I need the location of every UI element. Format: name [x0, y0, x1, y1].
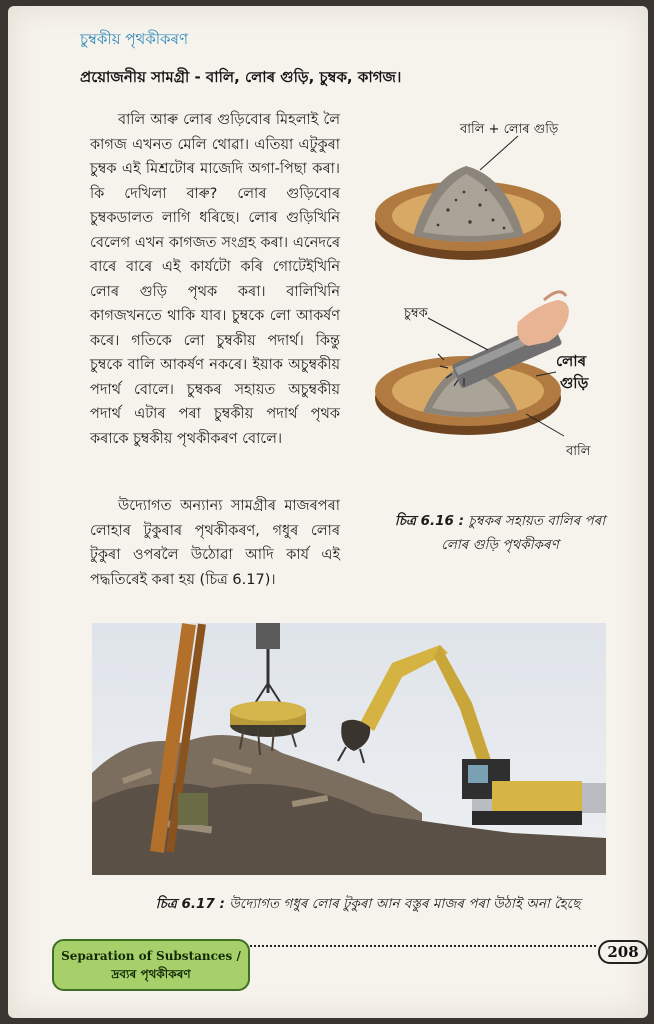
label-iron-filings-1: লোৰ: [556, 352, 587, 370]
figure-6-17-caption: [108, 892, 628, 916]
figure-6-16-caption: [386, 509, 614, 557]
label-sand: বালি: [566, 444, 591, 459]
paragraph-1: বালি আৰু লোৰ গুড়িবোৰ মিহলাই লৈ কাগজ এখনত মেলি থোৱা। এতিয়া এটুকুৰা চুম্বক এই মিশ্ৰটোৰ মাজেদি অগা-পিছা কৰা। কি দেখিলা বাৰু? লোৰ গুড়িবোৰ চুম্বকডালত লাগি ধৰিছে। লোৰ গুড়িখিনি বেলেগ এখন কাগজত সংগ্ৰহ কৰা। এনেদৰে বাৰে বাৰে এই কাৰ্যটো কৰি গোটেইখিনি লোৰ গুড়ি পৃথক কৰা। বালিখিনি কাগজখনতে থাকি যাব। চুম্বকে লো আকৰ্ষণ কৰে। গতিকে লো চুম্বকীয় পদাৰ্থ। কিন্তু চুম্বকে বালি আকৰ্ষণ নকৰে। ইয়াক অচুম্বকীয় পদাৰ্থ বোলে। চুম্বকৰ সহায়ত অচুম্বকীয় পদাৰ্থ এটাৰ পৰা চুম্বকীয় পদাৰ্থ পৃথক কৰাকে চুম্বকীয় পৃথকীকৰণ বোলে।: [90, 112, 340, 447]
textbook-page: [8, 6, 648, 1018]
page-number: 208: [598, 940, 648, 964]
chapter-title-as: দ্ৰব্যৰ পৃথকীকৰণ: [111, 967, 191, 981]
figure-6-16-text: চুম্বকৰ সহায়ত বালিৰ পৰা লোৰ গুড়ি পৃথকীকৰণ: [441, 513, 606, 553]
figure-6-17-photo: [92, 623, 606, 875]
hand: [517, 292, 569, 346]
chapter-footer-tab: [52, 939, 250, 991]
materials-list: প্ৰয়োজনীয় সামগ্ৰী - বালি, লোৰ গুড়ি, চুম্বক, কাগজ।: [80, 68, 402, 86]
section-heading: চুম্বকীয় পৃথকীকৰণ: [80, 30, 189, 48]
chapter-title-en: Separation of Substances /: [61, 949, 241, 963]
figure-6-17-text: উদ্যোগত গধুৰ লোৰ টুকুৰা আন বস্তুৰ মাজৰ পৰা উঠাই অনা হৈছে: [229, 896, 581, 912]
figure-6-16-illustration: [368, 110, 618, 465]
label-iron-filings-2: গুড়ি: [560, 374, 589, 392]
label-sand-iron-mixture: বালি + লোৰ গুড়ি: [460, 122, 559, 137]
sand-iron-dish: [375, 166, 561, 260]
label-magnet: চুম্বক: [404, 306, 428, 321]
figure-6-16-number: চিত্ৰ 6.16 :: [394, 513, 465, 529]
paragraph-2: উদ্যোগত অন্যান্য সামগ্ৰীৰ মাজৰপৰা লোহাৰ টুকুৰাৰ পৃথকীকৰণ, গধুৰ লোৰ টুকুৰা ওপৰলৈ উঠোৱা আদি কাৰ্য এই পদ্ধতিৰেই কৰা হয় (চিত্ৰ 6.17)।: [90, 498, 340, 588]
figure-6-17-number: চিত্ৰ 6.17 :: [155, 896, 225, 912]
